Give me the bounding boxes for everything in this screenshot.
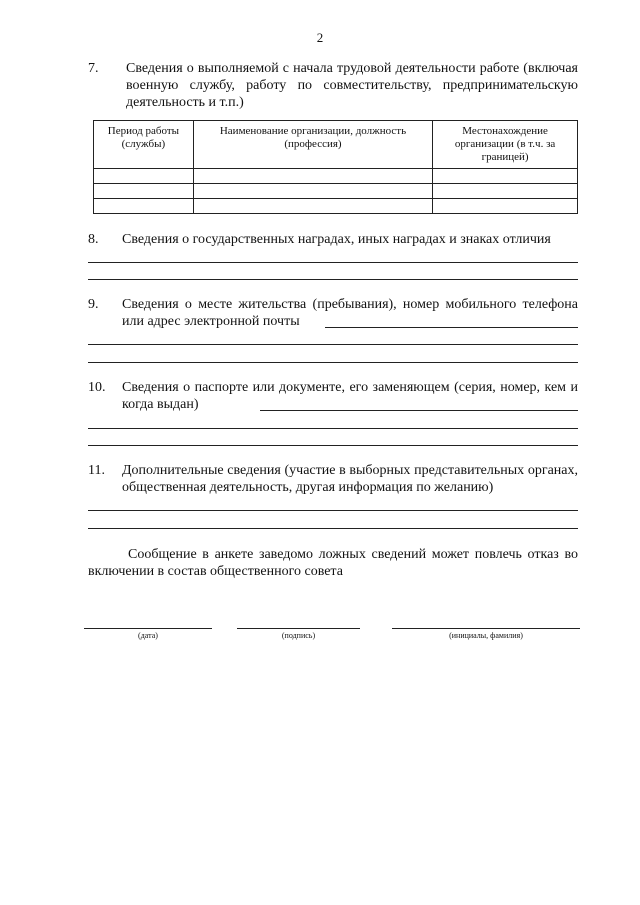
header-location: Местонахождение организации (в т.ч. за границей) (433, 121, 578, 169)
section-8-text: Сведения о государственных наградах, иных наградах и знаках отличия (122, 232, 551, 247)
table-row (94, 184, 578, 199)
name-label: (инициалы, фамилия) (449, 631, 523, 640)
section-8-number: 8. (88, 232, 99, 247)
section-11-answer-line[interactable] (88, 510, 578, 511)
table-cell-period[interactable] (94, 169, 194, 184)
false-information-warning: Сообщение в анкете заведомо ложных сведений может повлечь отказ во включении в состав общественного совета (88, 547, 578, 579)
section-10-text: Сведения о паспорте или документе, его заменяющем (серия, номер, кем и когда выдан) (122, 380, 578, 412)
section-7 (88, 60, 578, 111)
table-cell-organization[interactable] (193, 184, 432, 199)
section-10 (88, 379, 578, 413)
date-label: (дата) (138, 631, 158, 640)
section-10-answer-line[interactable] (88, 445, 578, 446)
section-9-inline-answer-line[interactable] (325, 327, 578, 328)
table-row (94, 199, 578, 214)
section-9-text: Сведения о месте жительства (пребывания), номер мобильного телефона или адрес электронной почты (122, 297, 578, 329)
header-organization: Наименование организации, должность (профессия) (193, 121, 432, 169)
section-10-answer-line[interactable] (88, 428, 578, 429)
section-9-answer-line[interactable] (88, 362, 578, 363)
table-header-row (94, 121, 578, 169)
page-number: 2 (316, 30, 324, 45)
table-cell-organization[interactable] (193, 169, 432, 184)
table-row (94, 169, 578, 184)
table-cell-location[interactable] (433, 199, 578, 214)
signature-line[interactable] (237, 628, 360, 629)
header-period: Период работы (службы) (94, 121, 194, 169)
section-11 (88, 462, 578, 496)
signature-label: (подпись) (281, 631, 316, 640)
name-line[interactable] (392, 628, 580, 629)
table-cell-organization[interactable] (193, 199, 432, 214)
date-line[interactable] (84, 628, 212, 629)
work-history-table (93, 120, 578, 214)
section-8 (88, 231, 578, 248)
section-11-answer-line[interactable] (88, 528, 578, 529)
table-cell-period[interactable] (94, 199, 194, 214)
section-9-answer-line[interactable] (88, 344, 578, 345)
section-11-number: 11. (88, 463, 105, 478)
section-8-answer-line[interactable] (88, 262, 578, 263)
section-7-text: Сведения о выполняемой с начала трудовой деятельности работе (включая военную службу, работу по совместительству, предпринимательскую деятельность и т.п.) (126, 61, 578, 110)
section-11-text: Дополнительные сведения (участие в выборных представительных органах, общественная деятельность, другая информация по желанию) (122, 463, 578, 495)
section-7-number: 7. (88, 61, 99, 76)
table-cell-period[interactable] (94, 184, 194, 199)
section-10-inline-answer-line[interactable] (260, 410, 578, 411)
section-9-number: 9. (88, 297, 99, 312)
section-10-number: 10. (88, 380, 106, 395)
section-9 (88, 296, 578, 330)
table-cell-location[interactable] (433, 169, 578, 184)
table-cell-location[interactable] (433, 184, 578, 199)
section-8-answer-line[interactable] (88, 279, 578, 280)
